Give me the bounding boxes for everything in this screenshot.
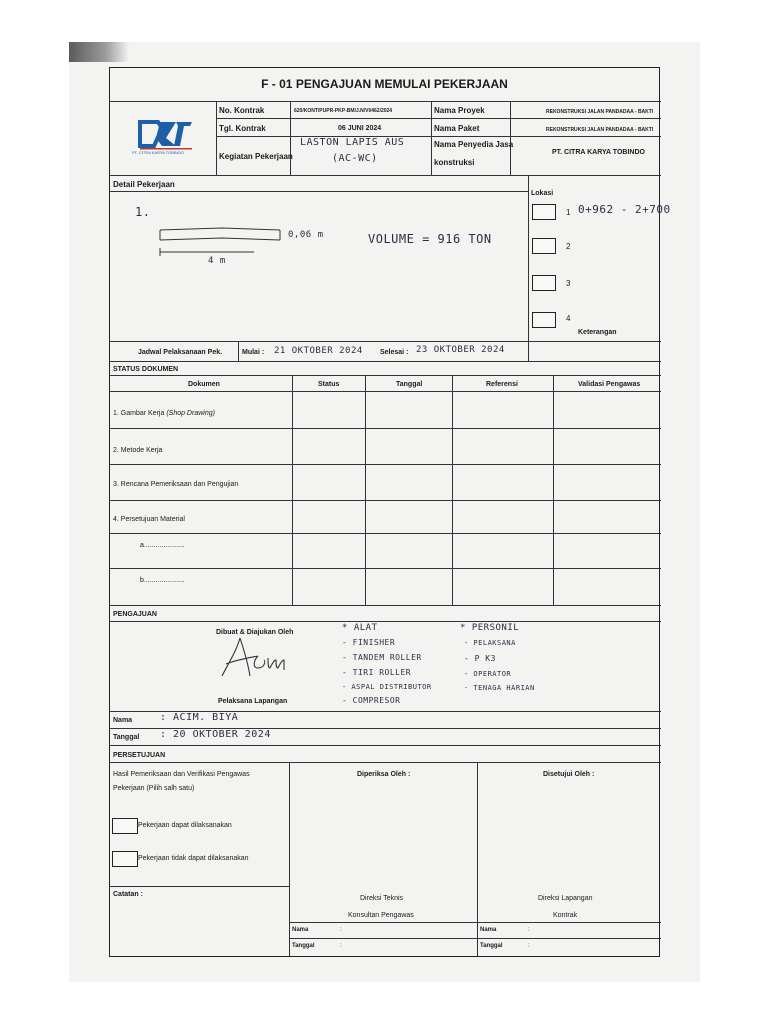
header-row-line-1 [216, 118, 661, 119]
disetujui-tanggal-colon: : [528, 943, 530, 949]
pengajuan-nama-label: Nama [113, 717, 133, 724]
pelaksana-label: Pelaksana Lapangan [218, 698, 288, 705]
selesai-label: Selesai : [380, 349, 409, 356]
lokasi-box-4[interactable] [532, 312, 556, 328]
detail-heading-line [110, 191, 528, 192]
lokasi-value-1: 0+962 - 2+700 [578, 203, 671, 216]
opsi-1-label: Pekerjaan dapat dilaksanakan [138, 822, 232, 829]
lokasi-box-1[interactable] [532, 204, 556, 220]
mulai-label: Mulai : [242, 349, 265, 356]
form-title: F - 01 PENGAJUAN MEMULAI PEKERJAAN [261, 77, 508, 91]
label-divider [290, 101, 291, 175]
jadwal-top-line [110, 341, 661, 342]
sign-nama-top-line [289, 922, 661, 923]
pengajuan-heading-line [110, 621, 661, 622]
nama-paket-value: REKONSTRUKSI JALAN PANDADAA - BAKTI [546, 127, 654, 133]
direksi-teknis-label: Direksi Teknis [360, 895, 404, 902]
nama-proyek-value: REKONSTRUKSI JALAN PANDADAA - BAKTI [546, 109, 654, 115]
kegiatan-value-2: (AC-WC) [332, 153, 378, 164]
persetujuan-col-line-2 [477, 762, 478, 956]
sign-tanggal-top-line [289, 938, 661, 939]
konsultan-label: Konsultan Pengawas [348, 912, 414, 919]
status-row-line-1 [110, 428, 661, 429]
tgl-kontrak-label: Tgl. Kontrak [219, 124, 266, 133]
detail-item-number: 1. [135, 205, 151, 219]
col-dokumen: Dokumen [188, 381, 220, 388]
pengajuan-tanggal-value: : 20 OKTOBER 2024 [160, 729, 271, 740]
doc-row-4: 4. Persetujuan Material [113, 516, 185, 523]
form-f01 [109, 67, 671, 957]
personil-4: - TENAGA HARIAN [464, 684, 535, 692]
catatan-label: Catatan : [113, 891, 143, 898]
diperiksa-tanggal-label: Tanggal [292, 943, 315, 949]
detail-heading: Detail Pekerjaan [113, 180, 175, 189]
alat-heading: * ALAT [342, 623, 378, 633]
persetujuan-heading-line [110, 762, 661, 763]
lokasi-divider [528, 175, 529, 361]
pengajuan-tanggal-label: Tanggal [113, 734, 140, 741]
dibuat-label: Dibuat & Diajukan Oleh [216, 629, 294, 636]
company-logo [132, 118, 194, 158]
logo-text: PT. CITRA KARYA TOBINDO [132, 150, 184, 155]
nama-proyek-label: Nama Proyek [434, 106, 485, 115]
doc-row-b: b..................... [140, 577, 185, 584]
status-header-top [110, 375, 661, 376]
lokasi-box-3[interactable] [532, 275, 556, 291]
width-annotation: 4 m [208, 256, 226, 266]
mid-divider [431, 101, 432, 175]
status-col-line-1 [292, 375, 293, 605]
pengajuan-nama-value: : ACIM. BIYA [160, 712, 239, 723]
diperiksa-label: Diperiksa Oleh : [357, 771, 411, 778]
nama-paket-label: Nama Paket [434, 124, 480, 133]
penyedia-label-2: konstruksi [434, 158, 475, 167]
disetujui-nama-colon: : [528, 927, 530, 933]
kontrak-label: Kontrak [553, 912, 578, 919]
opsi-2-label: Pekerjaan tidak dapat dilaksanakan [138, 855, 249, 862]
doc-row-1: 1. Gambar Kerja (Shop Drawing) [113, 410, 215, 417]
col-referensi: Referensi [486, 381, 518, 388]
selesai-value: 23 OKTOBER 2024 [416, 345, 505, 355]
col-tanggal: Tanggal [396, 381, 423, 388]
logo-divider [216, 101, 217, 175]
opsi-1-checkbox[interactable] [112, 818, 138, 834]
lokasi-number-2: 2 [566, 242, 571, 251]
direksi-lapangan-label: Direksi Lapangan [538, 895, 593, 902]
keterangan-label: Keterangan [578, 329, 617, 336]
no-kontrak-label: No. Kontrak [219, 106, 265, 115]
diperiksa-tanggal-colon: : [340, 943, 342, 949]
col-validasi: Validasi Pengawas [578, 381, 641, 388]
col-status: Status [318, 381, 340, 388]
scan-shadow [69, 42, 129, 62]
penyedia-value: PT. CITRA KARYA TOBINDO [552, 149, 645, 156]
lokasi-label: Lokasi [531, 190, 554, 197]
header-top-line [110, 101, 661, 102]
volume-annotation: VOLUME = 916 TON [368, 232, 492, 246]
lokasi-number-4: 4 [566, 314, 571, 323]
header-row-line-2 [216, 136, 661, 137]
personil-heading: * PERSONIL [460, 623, 520, 633]
kegiatan-value-1: LASTON LAPIS AUS [300, 137, 405, 148]
lokasi-number-3: 3 [566, 279, 571, 288]
status-heading: STATUS DOKUMEN [113, 366, 179, 373]
alat-2: - TANDEM ROLLER [342, 653, 422, 662]
thickness-annotation: 0,06 m [288, 230, 324, 240]
disetujui-label: Disetujui Oleh : [543, 771, 595, 778]
mulai-value: 21 OKTOBER 2024 [274, 346, 363, 356]
header-bottom-line [110, 175, 661, 176]
status-col-line-3 [452, 375, 453, 605]
diperiksa-nama-label: Nama [292, 927, 309, 933]
jadwal-bottom-line [110, 361, 661, 362]
pengajuan-heading: PENGAJUAN [113, 611, 157, 618]
doc-row-3: 3. Rencana Pemeriksaan dan Pengujian [113, 481, 239, 488]
doc-row-2: 2. Metode Kerja [113, 447, 163, 454]
disetujui-tanggal-label: Tanggal [480, 943, 503, 949]
hasil-text-1: Hasil Pemeriksaan dan Verifikasi Pengawas [113, 771, 250, 778]
jadwal-divider [238, 341, 239, 361]
opsi-2-checkbox[interactable] [112, 851, 138, 867]
penyedia-label-1: Nama Penyedia Jasa [434, 140, 514, 149]
personil-1: - PELAKSANA [464, 639, 516, 647]
doc-row-a: a..................... [140, 542, 185, 549]
lokasi-number-1: 1 [566, 208, 571, 217]
status-row-line-5 [110, 568, 661, 569]
status-bottom-line [110, 605, 661, 606]
diperiksa-nama-colon: : [340, 927, 342, 933]
signature [218, 634, 288, 682]
alat-4: - ASPAL DISTRIBUTOR [342, 683, 432, 691]
jadwal-label: Jadwal Pelaksanaan Pek. [138, 349, 223, 356]
disetujui-nama-label: Nama [480, 927, 497, 933]
status-col-line-4 [553, 375, 554, 605]
status-header-bottom [110, 391, 661, 392]
persetujuan-col-line-1 [289, 762, 290, 956]
no-kontrak-value: 620/KONT/PUPR-PKP-BM/J.N/VI/462/2024 [294, 108, 393, 114]
status-row-line-4 [110, 533, 661, 534]
catatan-top-line [110, 886, 289, 887]
status-row-line-2 [110, 464, 661, 465]
right-label-divider [510, 101, 511, 175]
status-row-line-3 [110, 500, 661, 501]
hasil-text-2: Pekerjaan (Pilih salh satu) [113, 785, 195, 792]
kegiatan-label: Kegiatan Pekerjaan [219, 152, 293, 161]
persetujuan-heading: PERSETUJUAN [113, 752, 166, 759]
personil-3: - OPERATOR [464, 670, 512, 678]
personil-2: - P K3 [464, 654, 496, 663]
tgl-kontrak-value: 06 JUNI 2024 [338, 125, 382, 132]
status-col-line-2 [365, 375, 366, 605]
alat-3: - TIRI ROLLER [342, 668, 412, 677]
tanggal-bottom-line [110, 745, 661, 746]
alat-5: - COMPRESOR [342, 696, 401, 705]
alat-1: - FINISHER [342, 638, 396, 647]
lokasi-box-2[interactable] [532, 238, 556, 254]
